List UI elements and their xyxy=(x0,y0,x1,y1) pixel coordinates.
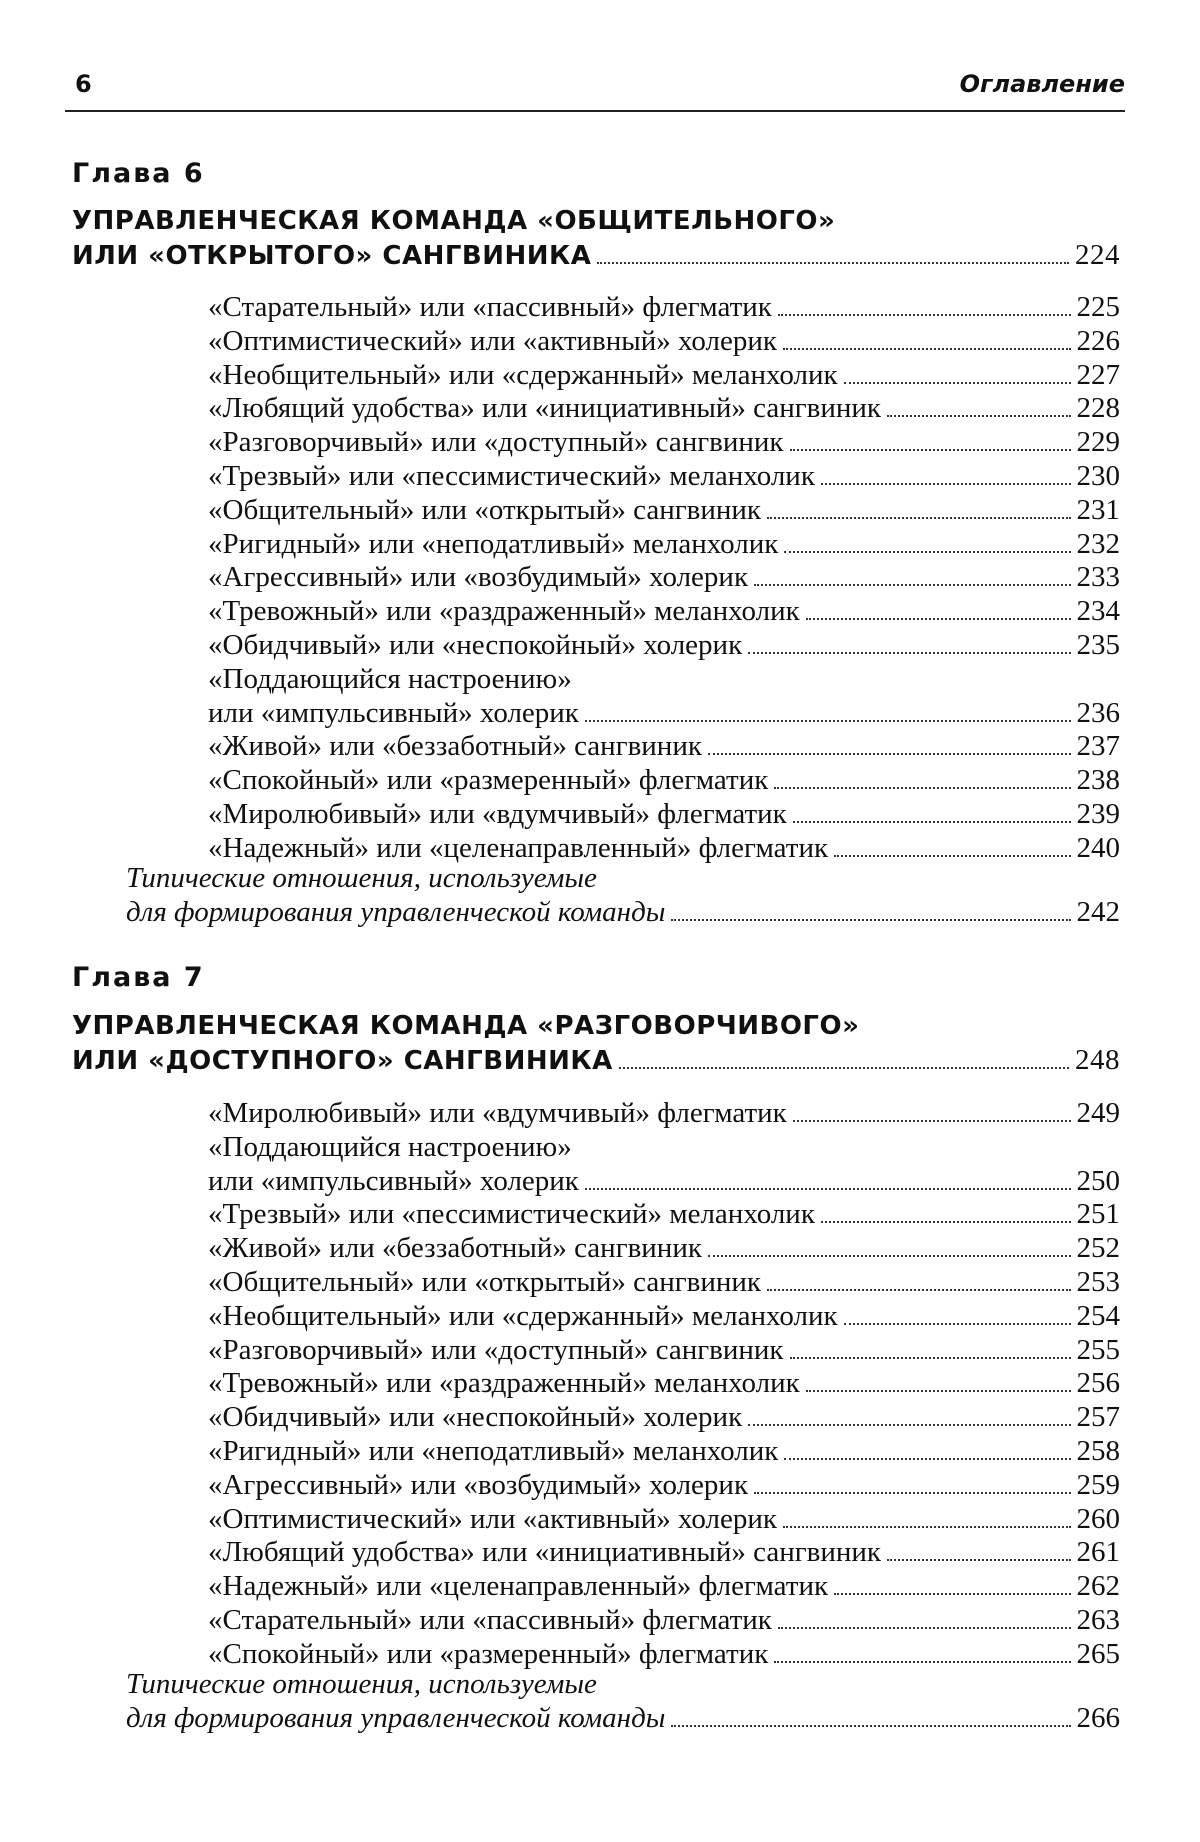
dot-leader xyxy=(834,1593,1070,1595)
toc-entry-row xyxy=(208,1367,1120,1401)
toc-entry xyxy=(208,1367,1120,1401)
dot-leader xyxy=(585,1188,1071,1190)
chapter-title-line-1: УПРАВЛЕНЧЕСКАЯ КОМАНДА «РАЗГОВОРЧИВОГО» xyxy=(72,1011,860,1041)
toc-entry xyxy=(208,1469,1120,1503)
toc-entry xyxy=(208,764,1120,798)
toc-entry-page-number: 262 xyxy=(1076,1570,1120,1603)
chapter-entries xyxy=(208,1097,1120,1672)
toc-entry xyxy=(208,730,1120,764)
toc-entry-text: «Обидчивый» или «неспокойный» холерик xyxy=(208,1401,743,1434)
chapter-label: Глава 7 xyxy=(72,962,205,993)
summary-line-1: Типические отношения, используемые xyxy=(126,1668,597,1700)
toc-entry xyxy=(208,392,1120,426)
toc-entry-text: «Любящий удобства» или «инициативный» сангвиник xyxy=(208,392,881,425)
toc-entry-text: «Трезвый» или «пессимистический» меланхолик xyxy=(208,1198,815,1231)
toc-entry-row xyxy=(208,1469,1120,1503)
toc-entry-page-number: 226 xyxy=(1076,324,1120,357)
toc-entry-page-number: 254 xyxy=(1076,1299,1120,1332)
toc-entry-text: «Спокойный» или «размеренный» флегматик xyxy=(208,764,769,797)
toc-entry-text: «Агрессивный» или «возбудимый» холерик xyxy=(208,561,749,594)
toc-entry-row xyxy=(208,359,1120,393)
dot-leader xyxy=(767,1289,1071,1291)
chapter-label: Глава 6 xyxy=(72,158,205,189)
toc-entry-text: «Тревожный» или «раздраженный» меланхолик xyxy=(208,1367,800,1400)
toc-entry-text: «Живой» или «беззаботный» сангвиник xyxy=(208,730,702,763)
dot-leader xyxy=(784,1458,1070,1460)
toc-entry-row xyxy=(208,426,1120,460)
toc-entry-row xyxy=(208,1165,1120,1199)
toc-entry-page-number: 227 xyxy=(1076,358,1120,391)
toc-entry xyxy=(208,494,1120,528)
dot-leader xyxy=(821,483,1071,485)
toc-entry xyxy=(208,832,1120,866)
toc-entry-page-number: 232 xyxy=(1076,527,1120,560)
dot-leader xyxy=(671,1725,1070,1727)
toc-entry-text: «Тревожный» или «раздраженный» меланхолик xyxy=(208,595,800,628)
summary-page-number: 242 xyxy=(1076,895,1120,928)
dot-leader xyxy=(754,1492,1070,1494)
dot-leader xyxy=(821,1221,1071,1223)
toc-entry-row xyxy=(208,730,1120,764)
toc-entry xyxy=(208,325,1120,359)
toc-entry-page-number: 239 xyxy=(1076,797,1120,830)
toc-entry xyxy=(208,1638,1120,1672)
running-head xyxy=(65,68,1125,112)
dot-leader xyxy=(619,1067,1069,1069)
toc-entry-text: или «импульсивный» холерик xyxy=(208,1164,579,1197)
toc-entry xyxy=(208,1503,1120,1537)
toc-entry xyxy=(208,1334,1120,1368)
toc-entry-text: «Надежный» или «целенаправленный» флегматик xyxy=(208,1570,829,1603)
toc-entry-row xyxy=(208,1536,1120,1570)
summary-line-2-row xyxy=(126,1702,1120,1736)
toc-entry xyxy=(208,561,1120,595)
toc-entry xyxy=(208,595,1120,629)
toc-entry xyxy=(208,1266,1120,1300)
toc-entry-page-number: 263 xyxy=(1076,1603,1120,1636)
toc-entry-row xyxy=(208,1638,1120,1672)
dot-leader xyxy=(748,1424,1070,1426)
toc-entry-text: «Надежный» или «целенаправленный» флегматик xyxy=(208,831,829,864)
summary-line-2: для формирования управленческой команды xyxy=(126,1701,666,1734)
toc-entry-page-number: 251 xyxy=(1076,1198,1120,1231)
toc-entry xyxy=(208,1401,1120,1435)
toc-entry-page-number: 235 xyxy=(1076,628,1120,661)
dot-leader xyxy=(784,551,1070,553)
running-title: Оглавление xyxy=(959,70,1125,98)
dot-leader xyxy=(748,652,1070,654)
chapter-title-line-2-row xyxy=(72,1043,1120,1078)
dot-leader xyxy=(793,821,1071,823)
toc-entry-text: «Старательный» или «пассивный» флегматик xyxy=(208,291,772,323)
toc-entry-text: «Живой» или «беззаботный» сангвиник xyxy=(208,1232,702,1265)
toc-entry-line-1: «Поддающийся настроению» xyxy=(208,662,572,695)
toc-entry-page-number: 225 xyxy=(1076,291,1120,323)
toc-entry-row xyxy=(208,528,1120,562)
chapter-page-number: 248 xyxy=(1075,1044,1120,1076)
dot-leader xyxy=(790,1357,1071,1359)
toc-entry-row xyxy=(208,392,1120,426)
toc-entry-page-number: 236 xyxy=(1076,696,1120,729)
toc-entry xyxy=(208,1131,1120,1199)
chapter-title-line-2: ИЛИ «ДОСТУПНОГО» САНГВИНИКА xyxy=(72,1046,613,1076)
toc-entry-page-number: 231 xyxy=(1076,493,1120,526)
summary-line-1: Типические отношения, используемые xyxy=(126,862,597,894)
toc-entry-text: «Общительный» или «открытый» сангвиник xyxy=(208,493,761,526)
dot-leader xyxy=(790,449,1071,451)
toc-entry-row xyxy=(208,629,1120,663)
dot-leader xyxy=(778,314,1071,316)
dot-leader xyxy=(767,517,1071,519)
toc-entry-row xyxy=(208,798,1120,832)
toc-entry-page-number: 259 xyxy=(1076,1468,1120,1501)
dot-leader xyxy=(806,618,1071,620)
toc-entry xyxy=(208,1198,1120,1232)
dot-leader xyxy=(671,919,1070,921)
toc-entry-text: «Разговорчивый» или «доступный» сангвиник xyxy=(208,426,784,459)
toc-entry-page-number: 260 xyxy=(1076,1502,1120,1535)
toc-entry-row xyxy=(208,1232,1120,1266)
toc-entry-text: «Агрессивный» или «возбудимый» холерик xyxy=(208,1468,749,1501)
toc-entry xyxy=(208,663,1120,731)
toc-entry-text: или «импульсивный» холерик xyxy=(208,696,579,729)
toc-entry-page-number: 237 xyxy=(1076,730,1120,763)
dot-leader xyxy=(754,584,1070,586)
toc-entry-row xyxy=(208,697,1120,731)
dot-leader xyxy=(806,1390,1071,1392)
toc-entry-text: «Старательный» или «пассивный» флегматик xyxy=(208,1603,772,1636)
toc-entry-row xyxy=(208,1435,1120,1469)
toc-entry-row xyxy=(208,561,1120,595)
toc-entry-text: «Разговорчивый» или «доступный» сангвиник xyxy=(208,1333,784,1366)
toc-entry-row xyxy=(208,291,1120,325)
toc-entry-row xyxy=(208,1604,1120,1638)
toc-entry-page-number: 240 xyxy=(1076,831,1120,864)
toc-entry-text: «Необщительный» или «сдержанный» меланхолик xyxy=(208,358,838,391)
toc-entry xyxy=(208,291,1120,325)
toc-entry-text: «Миролюбивый» или «вдумчивый» флегматик xyxy=(208,1097,787,1129)
dot-leader xyxy=(793,1120,1071,1122)
toc-entry-page-number: 238 xyxy=(1076,764,1120,797)
toc-entry-row xyxy=(208,764,1120,798)
toc-entry-page-number: 253 xyxy=(1076,1265,1120,1298)
summary-page-number: 266 xyxy=(1076,1701,1120,1734)
toc-entry-page-number: 229 xyxy=(1076,426,1120,459)
toc-entry-page-number: 250 xyxy=(1076,1164,1120,1197)
toc-entry-text: «Обидчивый» или «неспокойный» холерик xyxy=(208,628,743,661)
toc-entry-text: «Оптимистический» или «активный» холерик xyxy=(208,324,777,357)
toc-entry-page-number: 234 xyxy=(1076,595,1120,628)
chapter-page-number: 224 xyxy=(1075,239,1120,271)
toc-entry-page-number: 261 xyxy=(1076,1536,1120,1569)
toc-entry-row xyxy=(208,1570,1120,1604)
toc-entry xyxy=(208,460,1120,494)
dot-leader xyxy=(783,1526,1071,1528)
chapter-summary xyxy=(126,862,1120,930)
chapter-summary xyxy=(126,1668,1120,1736)
dot-leader xyxy=(708,1255,1071,1257)
dot-leader xyxy=(778,1627,1071,1629)
toc-entry-row xyxy=(208,1401,1120,1435)
toc-entry-row xyxy=(208,1097,1120,1131)
chapter-title-line-2: ИЛИ «ОТКРЫТОГО» САНГВИНИКА xyxy=(72,241,592,271)
toc-entry xyxy=(208,1097,1120,1131)
toc-entry xyxy=(208,1232,1120,1266)
toc-entry xyxy=(208,629,1120,663)
chapter-entries xyxy=(208,291,1120,866)
toc-entry-page-number: 249 xyxy=(1076,1097,1120,1129)
toc-entry-page-number: 258 xyxy=(1076,1434,1120,1467)
toc-entry-row xyxy=(208,1503,1120,1537)
toc-entry-text: «Трезвый» или «пессимистический» меланхолик xyxy=(208,459,815,492)
toc-entry-page-number: 252 xyxy=(1076,1232,1120,1265)
toc-entry xyxy=(208,1536,1120,1570)
toc-entry-page-number: 255 xyxy=(1076,1333,1120,1366)
page-number: 6 xyxy=(75,70,92,98)
toc-entry-page-number: 233 xyxy=(1076,561,1120,594)
toc-entry-row xyxy=(208,494,1120,528)
toc-entry xyxy=(208,528,1120,562)
toc-entry xyxy=(208,426,1120,460)
toc-entry-text: «Спокойный» или «размеренный» флегматик xyxy=(208,1637,769,1670)
toc-entry-text: «Необщительный» или «сдержанный» меланхолик xyxy=(208,1299,838,1332)
chapter-title-line-1: УПРАВЛЕНЧЕСКАЯ КОМАНДА «ОБЩИТЕЛЬНОГО» xyxy=(72,206,836,236)
toc-entry xyxy=(208,1604,1120,1638)
toc-entry-page-number: 230 xyxy=(1076,459,1120,492)
toc-entry-row xyxy=(208,325,1120,359)
toc-entry xyxy=(208,1300,1120,1334)
toc-entry xyxy=(208,359,1120,393)
dot-leader xyxy=(844,1323,1071,1325)
toc-entry-page-number: 265 xyxy=(1076,1637,1120,1670)
toc-entry-row xyxy=(208,460,1120,494)
summary-line-2-row xyxy=(126,896,1120,930)
dot-leader xyxy=(887,415,1071,417)
toc-entry-text: «Миролюбивый» или «вдумчивый» флегматик xyxy=(208,797,787,830)
toc-entry-row xyxy=(208,832,1120,866)
toc-entry-row xyxy=(208,1334,1120,1368)
toc-entry-text: «Любящий удобства» или «инициативный» сангвиник xyxy=(208,1536,881,1569)
toc-entry-text: «Общительный» или «открытый» сангвиник xyxy=(208,1265,761,1298)
dot-leader xyxy=(887,1559,1071,1561)
chapter-title-line-2-row xyxy=(72,238,1120,273)
dot-leader xyxy=(774,787,1070,789)
toc-entry-text: «Ригидный» или «неподатливый» меланхолик xyxy=(208,527,779,560)
toc-entry-row xyxy=(208,595,1120,629)
toc-entry-text: «Ригидный» или «неподатливый» меланхолик xyxy=(208,1434,779,1467)
toc-entry-row xyxy=(208,1266,1120,1300)
dot-leader xyxy=(844,382,1071,384)
toc-entry-page-number: 256 xyxy=(1076,1367,1120,1400)
dot-leader xyxy=(597,262,1069,264)
dot-leader xyxy=(585,720,1071,722)
toc-entry-page-number: 257 xyxy=(1076,1401,1120,1434)
toc-entry-row xyxy=(208,1300,1120,1334)
toc-entry-row xyxy=(208,1198,1120,1232)
dot-leader xyxy=(774,1661,1070,1663)
summary-line-2: для формирования управленческой команды xyxy=(126,895,666,928)
toc-entry-text: «Оптимистический» или «активный» холерик xyxy=(208,1502,777,1535)
toc-entry-line-1: «Поддающийся настроению» xyxy=(208,1130,572,1163)
toc-entry xyxy=(208,1570,1120,1604)
dot-leader xyxy=(834,855,1070,857)
toc-entry xyxy=(208,1435,1120,1469)
toc-entry-page-number: 228 xyxy=(1076,392,1120,425)
dot-leader xyxy=(708,753,1071,755)
toc-entry xyxy=(208,798,1120,832)
dot-leader xyxy=(783,348,1071,350)
